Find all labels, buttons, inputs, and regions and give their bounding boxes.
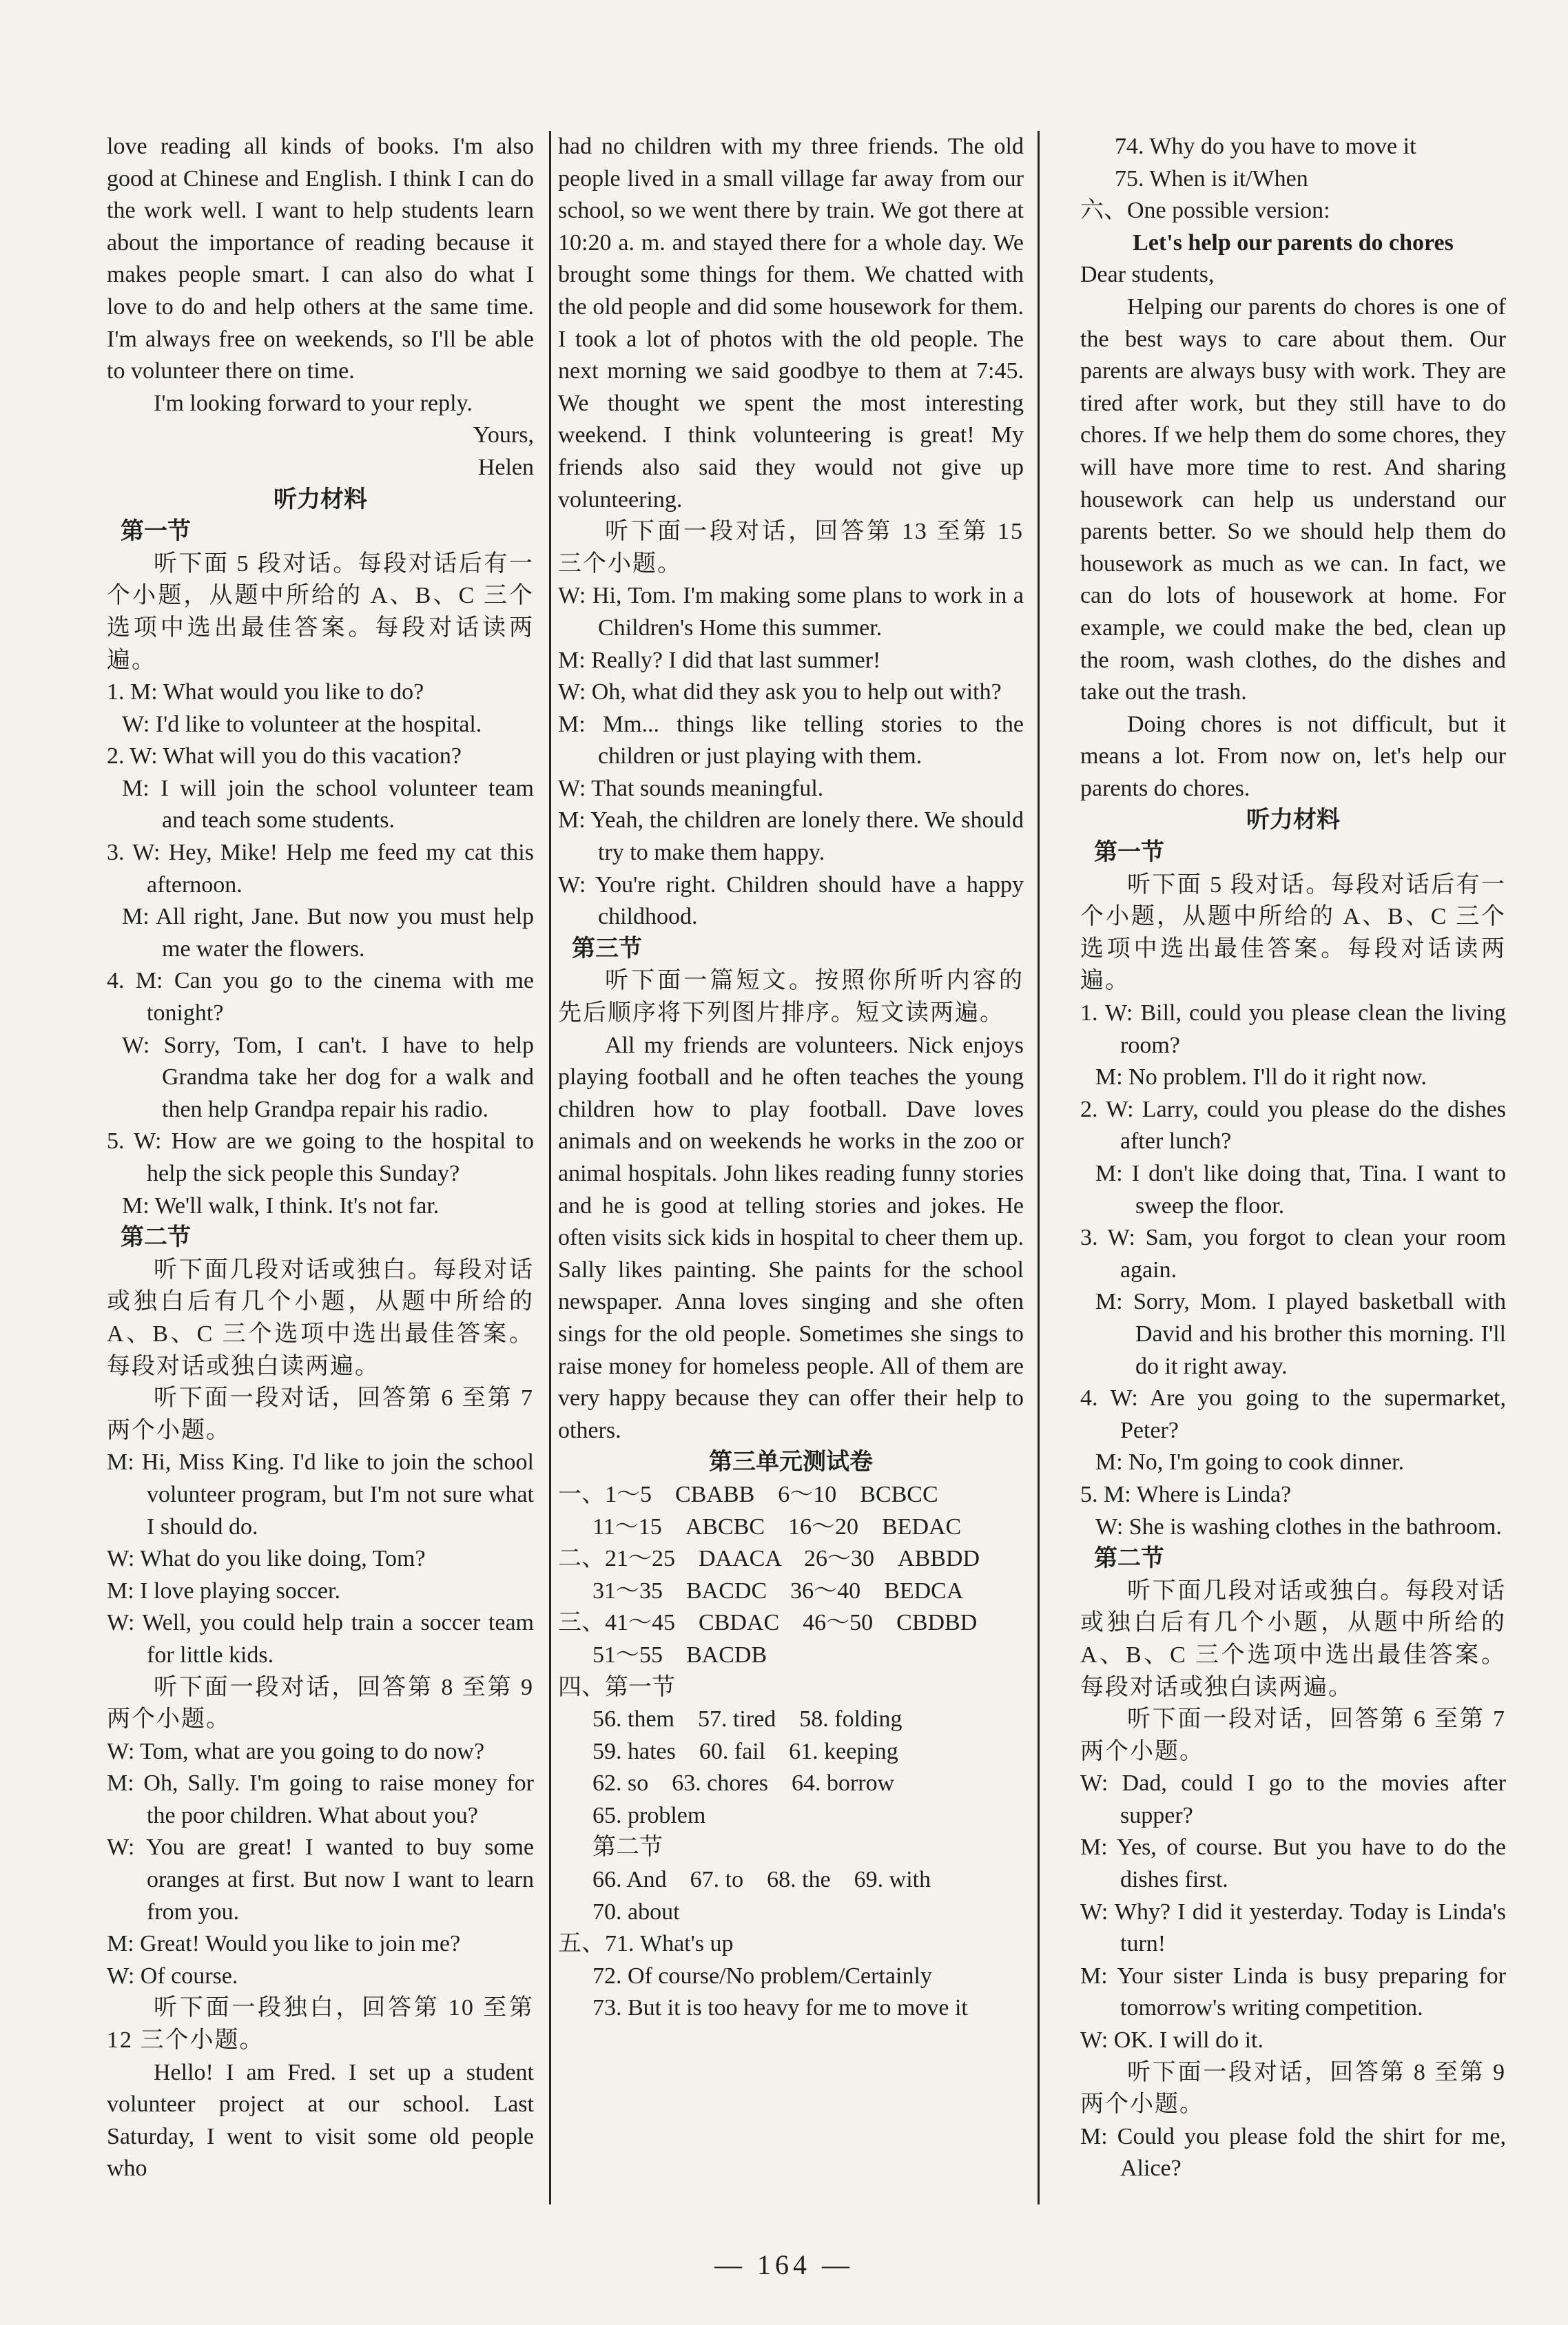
paragraph: 听下面 5 段对话。每段对话后有一个小题，从题中所给的 A、B、C 三个选项中选出最佳答案。每段对话读两遍。 (1080, 871, 1506, 994)
paragraph: 第二节 (592, 1835, 663, 1861)
paragraph: 74. Why do you have to move it (1115, 134, 1416, 159)
paragraph: M: All right, Jane. But now you must help me water the flowers. (122, 904, 534, 962)
paragraph: W: Tom, what are you going to do now? (107, 1738, 485, 1764)
paragraph: W: You are great! I wanted to buy some oranges at first. But now I want to learn from you. (107, 1835, 534, 1925)
paragraph: W: Why? I did it yesterday. Today is Linda's turn! (1080, 1899, 1506, 1957)
paragraph: M: Sorry, Mom. I played basketball with David and his brother this morning. I'll do it right away. (1095, 1289, 1506, 1379)
paragraph: love reading all kinds of books. I'm also good at Chinese and English. I think I can do the work well. I want to help students learn about the importance of reading because it makes people smart. I can also do what I love to do and help others at the same time. I'm always free on weekends, so I'll be able to volunteer there on time. (107, 134, 534, 384)
paragraph: M: Your sister Linda is busy preparing for tomorrow's writing competition. (1080, 1963, 1506, 2021)
paragraph: 四、第一节 (558, 1674, 675, 1700)
paragraph: M: Hi, Miss King. I'd like to join the school volunteer program, but I'm not sure what I should do. (107, 1449, 534, 1540)
paragraph: 3. W: Sam, you forgot to clean your room again. (1080, 1225, 1506, 1283)
column-right (1080, 131, 1506, 2185)
paragraph: 第三节 (572, 936, 642, 962)
paragraph: 66. And 67. to 68. the 69. with (592, 1867, 931, 1893)
paragraph: 65. problem (592, 1802, 706, 1828)
paragraph: 第二节 (121, 1225, 191, 1251)
paragraph: W: Oh, what did they ask you to help out with? (558, 679, 1002, 705)
paragraph: 5. W: How are we going to the hospital to help the sick people this Sunday? (107, 1128, 534, 1186)
paragraph: M: Oh, Sally. I'm going to raise money for the poor children. What about you? (107, 1770, 534, 1828)
paragraph: W: What do you like doing, Tom? (107, 1546, 426, 1572)
paragraph: 73. But it is too heavy for me to move it (592, 1995, 968, 2021)
paragraph: 听下面一段对话，回答第 6 至第 7 两个小题。 (107, 1385, 534, 1443)
paragraph: 听下面一段独白，回答第 10 至第 12 三个小题。 (107, 1995, 534, 2054)
paragraph: M: Mm... things like telling stories to the children or just playing with them. (558, 711, 1024, 769)
paragraph: 2. W: What will you do this vacation? (107, 743, 462, 769)
paragraph: M: Could you please fold the shirt for me, Alice? (1080, 2123, 1506, 2182)
paragraph: 五、71. What's up (558, 1931, 734, 1957)
paragraph: 一、1～5 CBABB 6～10 BCBCC (558, 1481, 938, 1507)
paragraph: Helen (477, 454, 534, 480)
paragraph: M: I will join the school volunteer team and teach some students. (122, 775, 534, 834)
paragraph: 听力材料 (1246, 807, 1340, 834)
paragraph: Yours, (473, 422, 534, 448)
paragraph: M: We'll walk, I think. It's not far. (122, 1192, 440, 1219)
paragraph: W: Well, you could help train a soccer team for little kids. (107, 1610, 534, 1668)
paragraph: Doing chores is not difficult, but it means a lot. From now on, let's help our parents do chores. (1080, 711, 1506, 801)
paragraph: 70. about (592, 1899, 680, 1925)
paragraph: 2. W: Larry, could you please do the dishes after lunch? (1080, 1096, 1506, 1155)
paragraph: W: Hi, Tom. I'm making some plans to work in a Children's Home this summer. (558, 583, 1024, 641)
paragraph: 59. hates 60. fail 61. keeping (592, 1738, 898, 1764)
paragraph: Helping our parents do chores is one of the best ways to care about them. Our parents are always busy with work. They are tired after work, but they still have to do chores. If we help them do some chores, they will have more time to rest. And sharing housework can help us understand our parents better. So we should help them do housework as much as we can. In fact, we can do lots of housework at home. For example, we could make the bed, clean up the room, wash clothes, do the dishes and take out the trash. (1080, 293, 1506, 705)
paragraph: W: OK. I will do it. (1080, 2027, 1263, 2054)
paragraph: W: She is washing clothes in the bathroom. (1095, 1513, 1502, 1540)
paragraph: 第一节 (121, 519, 191, 545)
paragraph: 1. W: Bill, could you please clean the living room? (1080, 1000, 1506, 1058)
paragraph: 第三单元测试卷 (709, 1449, 873, 1476)
paragraph: W: That sounds meaningful. (558, 775, 824, 801)
paragraph: 听下面一段对话，回答第 13 至第 15 三个小题。 (558, 519, 1024, 577)
paragraph: 4. W: Are you going to the supermarket, Peter? (1080, 1385, 1506, 1443)
paragraph: 三、41～45 CBDAC 46～50 CBDBD (558, 1610, 978, 1636)
paragraph: 1. M: What would you like to do? (107, 679, 424, 705)
paragraph: 75. When is it/When (1115, 165, 1308, 192)
paragraph: 第一节 (1094, 840, 1164, 866)
paragraph: M: No, I'm going to cook dinner. (1095, 1449, 1405, 1476)
paragraph: 62. so 63. chores 64. borrow (592, 1770, 895, 1797)
paragraph: 六、One possible version: (1080, 198, 1330, 224)
paragraph: 听下面一段对话，回答第 8 至第 9 两个小题。 (107, 1674, 534, 1733)
paragraph: 听力材料 (274, 486, 367, 513)
paragraph: 听下面一段对话，回答第 8 至第 9 两个小题。 (1080, 2059, 1506, 2118)
paragraph: 11～15 ABCBC 16～20 BEDAC (592, 1513, 962, 1540)
paragraph: 3. W: Hey, Mike! Help me feed my cat this afternoon. (107, 840, 534, 898)
paragraph: had no children with my three friends. The old people lived in a small village far away from our school, so we went there by train. We got there at 10:20 a. m. and stayed there for a whole day. We brought some things for them. We chatted with the old people and did some housework for them. I took a lot of photos with the old people. The next morning we said goodbye to them at 7:45. We thought we spent the most interesting weekend. I think volunteering is great! My friends also said they would not give up volunteering. (558, 134, 1024, 513)
column-divider (549, 131, 551, 2204)
paragraph: Dear students, (1080, 262, 1215, 288)
paragraph: M: I love playing soccer. (107, 1578, 340, 1604)
paragraph: 听下面 5 段对话。每段对话后有一个小题，从题中所给的 A、B、C 三个选项中选出最佳答案。每段对话读两遍。 (107, 550, 534, 673)
paragraph: 第二节 (1094, 1546, 1164, 1572)
paragraph: M: Great! Would you like to join me? (107, 1931, 461, 1957)
column-divider (1038, 131, 1040, 2204)
paragraph: M: Yeah, the children are lonely there. We should try to make them happy. (558, 807, 1024, 866)
paragraph: W: Of course. (107, 1963, 238, 1989)
paragraph: 听下面几段对话或独白。每段对话或独白后有几个小题，从题中所给的 A、B、C 三个选项中选出最佳答案。每段对话或独白读两遍。 (107, 1257, 534, 1379)
paragraph: M: Really? I did that last summer! (558, 647, 881, 673)
paragraph: 听下面几段对话或独白。每段对话或独白后有几个小题，从题中所给的 A、B、C 三个选项中选出最佳答案。每段对话或独白读两遍。 (1080, 1578, 1506, 1700)
paragraph: W: You're right. Children should have a happy childhood. (558, 871, 1024, 930)
page-number: — 164 — (714, 2249, 854, 2280)
paragraph: W: Dad, could I go to the movies after supper? (1080, 1770, 1506, 1828)
paragraph: I'm looking forward to your reply. (154, 390, 473, 416)
paragraph: Hello! I am Fred. I set up a student volunteer project at our school. Last Saturday, I went to visit some old people who (107, 2059, 534, 2182)
column-left (107, 131, 534, 2185)
paragraph: 56. them 57. tired 58. folding (592, 1706, 902, 1733)
paragraph: W: Sorry, Tom, I can't. I have to help Grandma take her dog for a walk and then help Grandpa repair his radio. (122, 1032, 534, 1122)
paragraph: All my friends are volunteers. Nick enjoys playing football and he often teaches the young children how to play football. Dave loves animals and on weekends he works in the zoo or animal hospitals. John likes reading funny stories and he is good at telling stories and jokes. He often visits sick kids in hospital to cheer them up. Sally likes painting. She paints for the school newspaper. Anna loves singing and she often sings for the old people. Sometimes she sings to raise money for homeless people. All of them are very happy because they can offer their help to others. (558, 1032, 1024, 1443)
paragraph: 5. M: Where is Linda? (1080, 1481, 1292, 1507)
paragraph: 51～55 BACDB (592, 1642, 767, 1668)
column-middle (558, 131, 1024, 2025)
paragraph: 31～35 BACDC 36～40 BEDCA (592, 1578, 964, 1604)
paragraph: M: Yes, of course. But you have to do the dishes first. (1080, 1835, 1506, 1893)
paragraph: 听下面一段对话，回答第 6 至第 7 两个小题。 (1080, 1706, 1506, 1764)
paragraph: 听下面一篇短文。按照你所听内容的先后顺序将下列图片排序。短文读两遍。 (558, 968, 1024, 1026)
paragraph: 4. M: Can you go to the cinema with me tonight? (107, 968, 534, 1026)
paragraph: 二、21～25 DAACA 26～30 ABBDD (558, 1546, 980, 1572)
paragraph: 72. Of course/No problem/Certainly (592, 1963, 932, 1989)
paragraph: M: No problem. I'll do it right now. (1095, 1064, 1427, 1091)
paragraph: W: I'd like to volunteer at the hospital. (122, 711, 482, 737)
paragraph: Let's help our parents do chores (1133, 229, 1454, 256)
paragraph: M: I don't like doing that, Tina. I want to sweep the floor. (1095, 1161, 1506, 1219)
